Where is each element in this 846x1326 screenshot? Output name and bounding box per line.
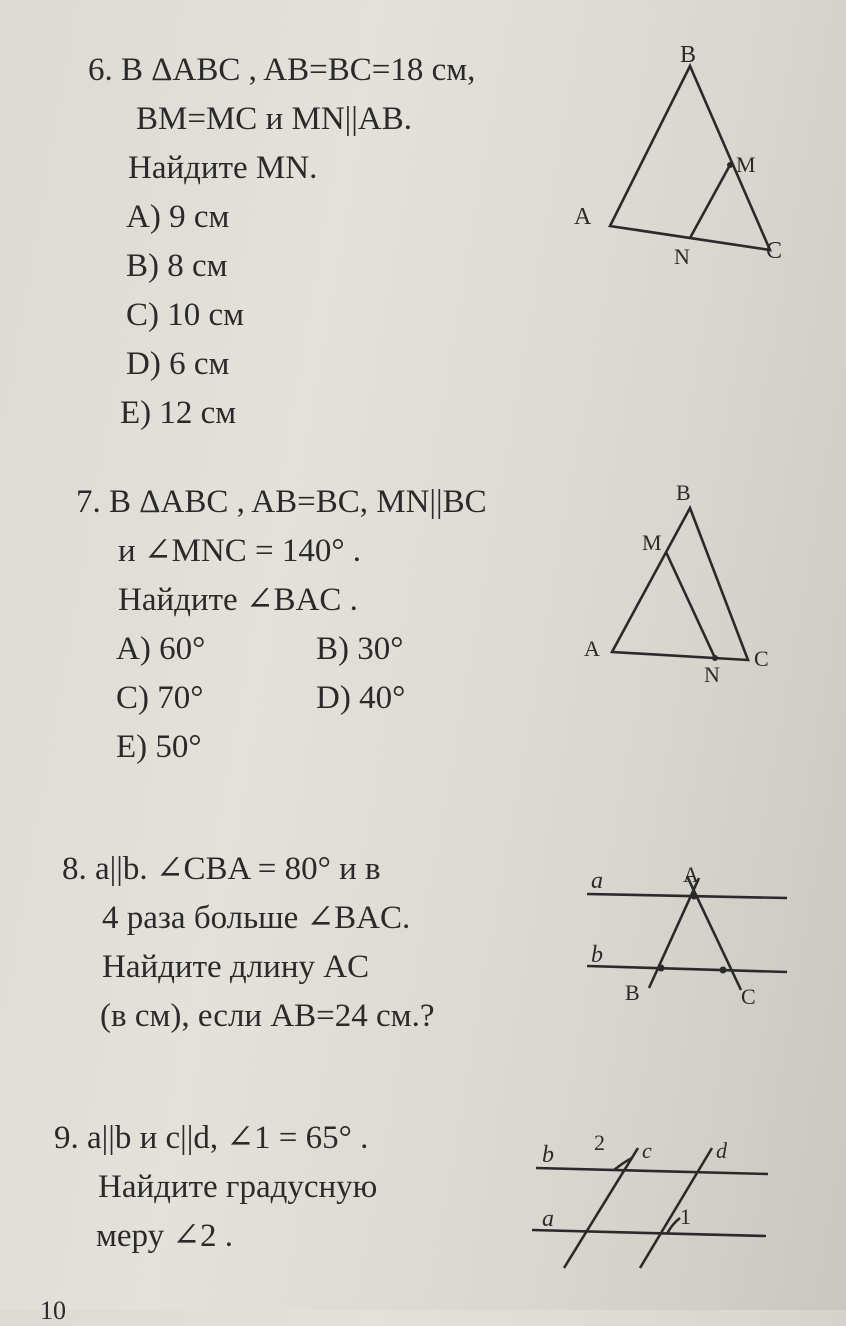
problem-text-line: В ΔABC , AB=BC, MN||BC [109, 484, 487, 520]
answer-option[interactable]: A) 9 см [126, 199, 230, 235]
point-m [727, 162, 733, 168]
point-n [712, 655, 718, 661]
label-n: N [674, 244, 690, 269]
label-line-a: a [542, 1206, 554, 1232]
answer-option[interactable]: E) 12 см [120, 395, 237, 431]
problem-text-line: Найдите MN. [128, 150, 318, 186]
label-a: A [574, 204, 592, 230]
label-b: B [676, 480, 691, 505]
problem-6 [88, 46, 475, 438]
label-b: B [680, 42, 697, 68]
answer-grid [76, 625, 516, 772]
label-n: N [704, 662, 720, 687]
problem-number: 9. [54, 1120, 79, 1156]
answer-option[interactable]: B) 8 см [126, 248, 228, 284]
line-d [640, 1148, 712, 1268]
answer-option[interactable]: A) 60° [116, 631, 206, 667]
label-c: C [754, 646, 769, 671]
problem-text-line: a||b и c||d, ∠1 = 65° . [87, 1120, 369, 1156]
answer-option[interactable]: B) 30° [316, 631, 404, 667]
problem-text-line: a||b. ∠CBA = 80° и в [95, 851, 381, 887]
problem-text-line: меру ∠2 . [96, 1218, 233, 1254]
problem-number: 6. [88, 52, 113, 88]
figure-triangle-7 [570, 476, 800, 696]
problem-text-line: BM=MC и MN||AB. [136, 101, 412, 137]
answer-option[interactable]: D) 40° [316, 680, 406, 716]
label-a: A [683, 862, 699, 887]
answer-option[interactable]: D) 6 см [126, 346, 230, 382]
label-m: M [736, 152, 756, 177]
point-a [691, 893, 698, 900]
label-m: M [642, 530, 662, 555]
label-line-b: b [591, 942, 603, 968]
problem-text-line: Найдите градусную [98, 1169, 378, 1205]
line-a [532, 1230, 766, 1236]
figure-parallel-lines-9 [520, 1118, 780, 1278]
label-line-d: d [716, 1138, 727, 1163]
label-c: C [741, 984, 756, 1009]
label-line-c: c [642, 1138, 652, 1163]
answer-option[interactable]: E) 50° [116, 729, 202, 765]
point-b [658, 965, 665, 972]
answer-option[interactable]: C) 70° [116, 680, 204, 716]
page-number: 10 [40, 1296, 66, 1325]
problem-number: 7. [76, 484, 101, 520]
problem-text-line: Найдите ∠BAC . [118, 582, 358, 618]
problem-text-line: 4 раза больше ∠BAC. [102, 900, 411, 936]
label-c: C [766, 238, 783, 264]
label-angle-1: 1 [680, 1204, 691, 1229]
line-b [587, 966, 787, 972]
problem-text-line: В ΔABC , AB=BC=18 см, [121, 52, 476, 88]
point-c [720, 967, 727, 974]
problem-text-line: Найдите длину AC [102, 949, 370, 985]
line-b [536, 1168, 768, 1174]
problem-text-line: (в см), если AB=24 см.? [100, 998, 435, 1034]
problem-9 [54, 1114, 377, 1261]
label-b: B [625, 980, 640, 1005]
label-line-a: a [591, 868, 603, 894]
answer-option[interactable]: C) 10 см [126, 297, 245, 333]
problem-8 [62, 845, 434, 1041]
segment-mn [690, 165, 730, 238]
problem-text-line: и ∠MNC = 140° . [118, 533, 362, 569]
label-angle-2: 2 [594, 1130, 605, 1155]
line-c [564, 1148, 638, 1268]
problem-number: 8. [62, 851, 87, 887]
line-a [587, 894, 787, 898]
problem-7 [76, 478, 516, 772]
label-a: A [584, 636, 600, 661]
label-line-b: b [542, 1142, 554, 1168]
figure-parallel-lines-8 [575, 860, 805, 1020]
figure-triangle-6 [560, 40, 800, 280]
segment-mn [666, 552, 715, 658]
